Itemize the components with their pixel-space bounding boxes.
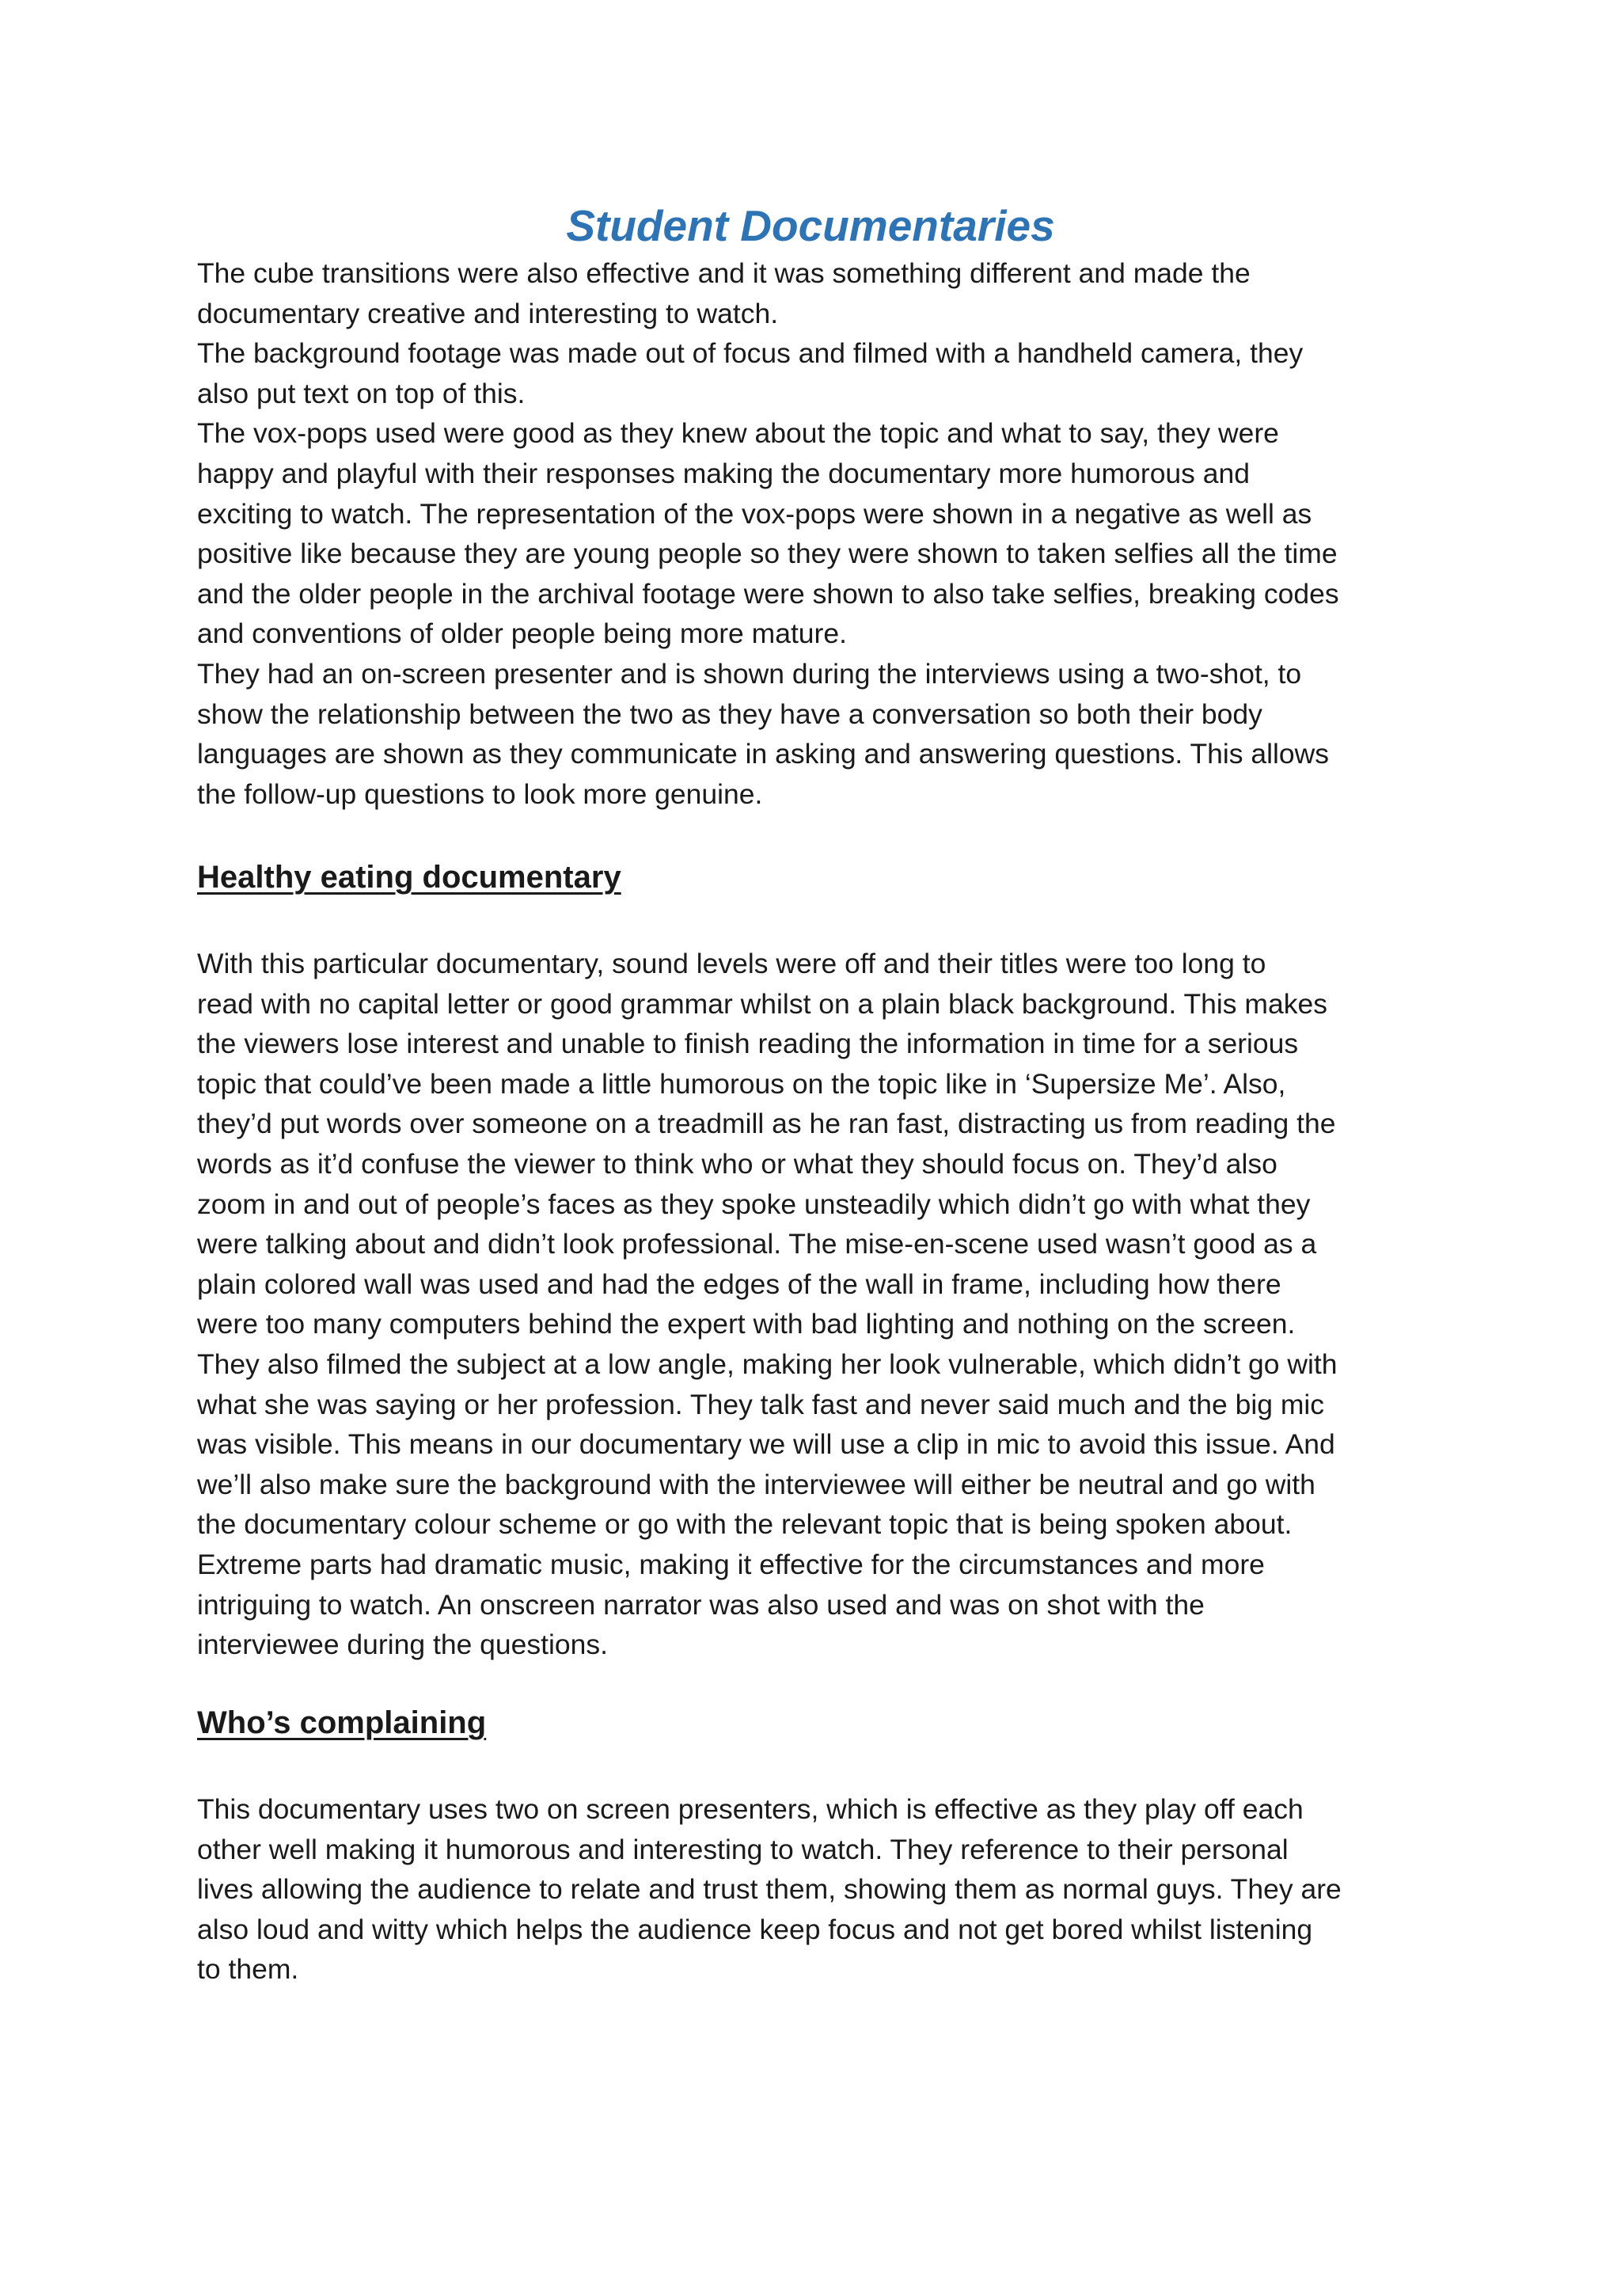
intro-line: and conventions of older people being more mature.: [197, 618, 847, 650]
intro-line: happy and playful with their responses making the documentary more humorous and: [197, 457, 1251, 489]
intro-line: documentary creative and interesting to watch.: [197, 297, 779, 329]
whos-complaining-paragraph: [197, 1789, 1428, 1990]
paragraph-line: lives allowing the audience to relate and trust them, showing them as normal guys. They are: [197, 1873, 1342, 1906]
intro-line: and the older people in the archival footage were shown to also take selfies, breaking codes: [197, 577, 1339, 610]
section-heading-whos-complaining: Who’s complaining: [197, 1705, 487, 1740]
paragraph-line: they’d put words over someone on a treadmill as he ran fast, distracting us from reading the: [197, 1108, 1336, 1140]
paragraph-line: They also filmed the subject at a low angle, making her look vulnerable, which didn’t go with: [197, 1348, 1338, 1380]
paragraph-line: was visible. This means in our documentary we will use a clip in mic to avoid this issue. And: [197, 1428, 1335, 1461]
intro-paragraphs: [197, 253, 1428, 814]
paragraph-line: were too many computers behind the expert with bad lighting and nothing on the screen.: [197, 1308, 1296, 1340]
document-title: Student Documentaries: [566, 201, 1055, 250]
intro-line: The cube transitions were also effective and it was something different and made the: [197, 257, 1251, 289]
paragraph-line: words as it’d confuse the viewer to think who or what they should focus on. They’d also: [197, 1147, 1277, 1180]
intro-line: exciting to watch. The representation of the vox-pops were shown in a negative as well as: [197, 497, 1312, 530]
intro-line: The vox-pops used were good as they knew about the topic and what to say, they were: [197, 417, 1279, 450]
paragraph-line: zoom in and out of people’s faces as they spoke unsteadily which didn’t go with what they: [197, 1188, 1311, 1220]
paragraph-line: With this particular documentary, sound levels were off and their titles were too long to: [197, 948, 1266, 979]
paragraph-line: were talking about and didn’t look professional. The mise-en-scene used wasn’t good as a: [197, 1228, 1317, 1260]
paragraph-line: to them.: [197, 1953, 299, 1986]
intro-line: They had an on-screen presenter and is shown during the interviews using a two-shot, to: [197, 657, 1302, 690]
paragraph-line: other well making it humorous and interesting to watch. They reference to their personal: [197, 1833, 1289, 1865]
intro-line: The background footage was made out of focus and filmed with a handheld camera, they: [197, 337, 1304, 370]
intro-line: the follow-up questions to look more genuine.: [197, 777, 763, 810]
paragraph-line: interviewee during the questions.: [197, 1629, 609, 1661]
paragraph-line: the documentary colour scheme or go with the relevant topic that is being spoken about.: [197, 1508, 1293, 1541]
paragraph-line: topic that could’ve been made a little humorous on the topic like in ‘Supersize Me’. Also,: [197, 1067, 1286, 1100]
paragraph-line: also loud and witty which helps the audience keep focus and not get bored whilst listening: [197, 1913, 1313, 1945]
paragraph-line: intriguing to watch. An onscreen narrator was also used and was on shot with the: [197, 1588, 1205, 1621]
paragraph-line: plain colored wall was used and had the edges of the wall in frame, including how there: [197, 1268, 1281, 1300]
paragraph-line: This documentary uses two on screen presenters, which is effective as they play off each: [197, 1793, 1304, 1825]
intro-line: also put text on top of this.: [197, 377, 526, 409]
paragraph-line: Extreme parts had dramatic music, making it effective for the circumstances and more: [197, 1548, 1265, 1580]
paragraph-line: read with no capital letter or good grammar whilst on a plain black background. This makes: [197, 987, 1327, 1020]
paragraph-line: the viewers lose interest and unable to finish reading the information in time for a serious: [197, 1028, 1299, 1060]
intro-line: languages are shown as they communicate in asking and answering questions. This allows: [197, 738, 1330, 770]
intro-line: show the relationship between the two as they have a conversation so both their body: [197, 698, 1262, 730]
healthy-eating-paragraph: [197, 944, 1428, 1665]
intro-line: positive like because they are young people so they were shown to taken selfies all the time: [197, 538, 1338, 570]
paragraph-line: what she was saying or her profession. They talk fast and never said much and the big mic: [197, 1388, 1325, 1420]
paragraph-line: we’ll also make sure the background with the interviewee will either be neutral and go with: [197, 1468, 1315, 1500]
section-heading-healthy-eating: Healthy eating documentary: [197, 860, 621, 895]
